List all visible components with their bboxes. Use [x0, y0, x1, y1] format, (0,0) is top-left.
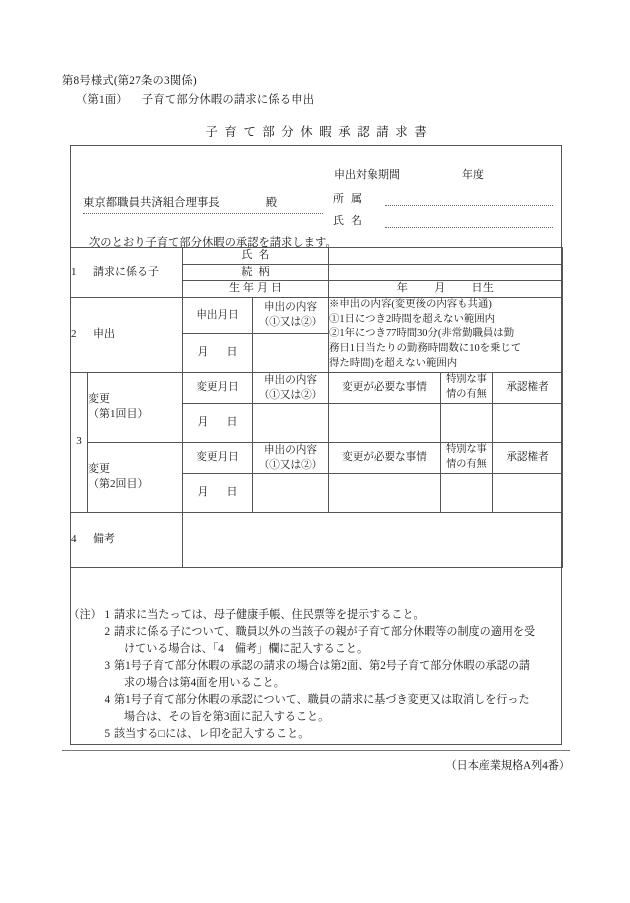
child-relation-input[interactable]	[329, 264, 563, 281]
section2-note-line-5: 得た時間)を超えない範囲内	[329, 357, 458, 369]
face-heading-line	[76, 91, 314, 107]
notes-title: （注）	[68, 609, 102, 621]
section2-col-date-header: 申出月日	[183, 297, 253, 333]
section3-block1-col-date-header: 変更月日	[183, 372, 253, 403]
section3-block2-reason-input[interactable]	[329, 473, 441, 512]
dob-month-unit: 月	[434, 282, 446, 295]
note-4-body	[114, 692, 570, 726]
section2-note-line-4: 務日1日当たりの勤務時間数に10を乗じて	[329, 343, 522, 355]
section1-number: 1	[71, 265, 77, 278]
note-2-line-2: けている場合は、「4 備考」欄に記入すること。	[124, 642, 369, 655]
section3-block2-content-input[interactable]	[253, 473, 329, 512]
child-name-label: 氏名	[183, 248, 329, 265]
section3-block1-label-line2: （第1回目）	[88, 408, 149, 421]
note-5-number: 5	[104, 727, 110, 740]
table-row	[71, 442, 563, 473]
section3-block1-col-content-line2: （①又は②）	[258, 389, 323, 401]
face-label: （第1面）	[76, 94, 128, 106]
section4-number: 4	[71, 532, 77, 545]
section2-note-cell	[329, 297, 563, 372]
section2-note-line-1: ※申出の内容(変更後の内容も共通)	[329, 298, 492, 310]
note-3-line-1: 第1号子育て部分休暇の承認の請求の場合は第2面、第2号子育て部分休暇の承認の請	[114, 659, 531, 672]
section3-block2-month-unit: 月	[197, 485, 209, 498]
main-form-table	[70, 247, 563, 568]
section3-block1-approver-input[interactable]	[493, 403, 563, 442]
section2-label: 申出	[93, 327, 115, 340]
lead-sentence: 次のとおり子育て部分休暇の承認を請求します。	[89, 237, 337, 249]
section3-block1-day-unit: 日	[226, 415, 238, 428]
document-title: 子育て部分休暇承認請求書	[205, 125, 434, 139]
section3-block2-label-line2: （第2回目）	[88, 478, 149, 491]
section2-day-unit: 日	[226, 345, 238, 358]
note-item	[70, 624, 570, 658]
section3-block1-label-line1: 変更	[88, 392, 110, 405]
section3-block1-col-special-header	[441, 372, 493, 403]
section3-block1-date-input[interactable]	[183, 403, 253, 442]
section3-block2-col-content-line2: （①又は②）	[258, 459, 323, 471]
section3-block1-col-content-line1: 申出の内容	[264, 374, 317, 386]
name-label: 氏名	[333, 215, 369, 227]
section3-block2-special-input[interactable]	[441, 473, 493, 512]
name-field[interactable]	[333, 212, 553, 228]
department-label: 所属	[333, 193, 369, 205]
footer-divider	[62, 750, 570, 751]
notes-title-marker	[64, 607, 110, 624]
note-5-body	[114, 726, 570, 743]
section3-block2-date-input[interactable]	[183, 473, 253, 512]
section3-block2-col-special-line2: 情の有無	[446, 458, 487, 470]
section3-block1-col-reason-header: 変更が必要な事情	[329, 372, 441, 403]
section2-col-content-header-line2: （①又は②）	[258, 317, 323, 329]
application-period-row	[334, 166, 484, 182]
note-item	[70, 726, 570, 743]
note-1-line-1: 請求に当たっては、母子健康手帳、住民票等を提示すること。	[114, 609, 425, 621]
addressee-field	[83, 194, 323, 214]
section3-block2-col-special-line1: 特別な事	[446, 444, 487, 456]
section3-block2-col-content-line1: 申出の内容	[264, 444, 317, 456]
section2-col-content-header-line1: 申出の内容	[264, 302, 317, 314]
section3-block1-content-input[interactable]	[253, 403, 329, 442]
note-4-number: 4	[104, 693, 110, 706]
section3-block1-month-unit: 月	[197, 415, 209, 428]
section2-note-line-2: ①1日につき2時間を超えない範囲内	[329, 313, 496, 325]
table-row	[71, 248, 563, 265]
section3-block1-col-content-header	[253, 372, 329, 403]
section3-block2-approver-input[interactable]	[493, 473, 563, 512]
section2-col-content-header	[253, 297, 329, 333]
note-3-number: 3	[104, 659, 110, 672]
section3-block1-label-cell	[88, 372, 183, 442]
section3-block1-col-special-line2: 情の有無	[446, 388, 487, 400]
note-4-line-1: 第1号子育て部分休暇の承認について、職員の請求に基づき変更又は取消しを行った	[114, 693, 530, 706]
note-1-number: 1	[104, 609, 110, 621]
table-row	[71, 297, 563, 333]
section2-date-input[interactable]	[183, 333, 253, 372]
section3-block2-col-special-header	[441, 442, 493, 473]
child-relation-label: 続柄	[183, 264, 329, 281]
section3-block1-special-input[interactable]	[441, 403, 493, 442]
section3-block2-label-line1: 変更	[88, 462, 110, 475]
section3-number-cell: 3	[71, 372, 88, 512]
dob-day-unit: 日生	[471, 282, 495, 295]
section4-remarks-input[interactable]	[183, 512, 563, 567]
child-dob-input[interactable]	[329, 281, 563, 298]
note-2-body	[114, 624, 570, 658]
section3-block2-col-reason-header: 変更が必要な事情	[329, 442, 441, 473]
section2-number: 2	[71, 327, 77, 340]
note-item	[70, 607, 570, 624]
addressee-name: 東京都職員共済組合理事長	[83, 197, 220, 209]
note-item	[70, 658, 570, 692]
section2-content-input[interactable]	[253, 333, 329, 372]
section2-month-unit: 月	[197, 345, 209, 358]
section4-label-cell	[71, 512, 183, 567]
note-3-line-2: 求の場合は第4面を用いること。	[124, 676, 285, 689]
note-4-line-2: 場合は、その旨を第3面に記入すること。	[124, 710, 330, 723]
section2-note-line-3: ②1年につき77時間30分(非常勤職員は勤	[329, 328, 515, 340]
application-period-year-unit: 年度	[462, 169, 484, 181]
application-period-label: 申出対象期間	[334, 169, 400, 181]
note-item	[70, 692, 570, 726]
section3-block1-col-special-line1: 特別な事	[446, 374, 487, 386]
note-1-body	[114, 607, 570, 624]
table-row	[71, 372, 563, 403]
section4-label: 備考	[93, 532, 115, 545]
section3-block2-col-date-header: 変更月日	[183, 442, 253, 473]
note-5-line-1: 該当する□には、レ印を記入すること。	[114, 727, 310, 740]
face-title: 子育て部分休暇の請求に係る申出	[141, 94, 315, 106]
form-code-line: 第8号様式(第27条の3関係)	[62, 75, 197, 87]
section1-label: 請求に係る子	[93, 265, 159, 278]
name-input[interactable]	[385, 214, 553, 228]
department-input[interactable]	[385, 192, 553, 206]
applicant-header-block	[71, 146, 561, 247]
section3-block2-label-cell	[88, 442, 183, 512]
section3-block2-col-approver-header: 承認権者	[493, 442, 563, 473]
section2-label-cell	[71, 297, 183, 372]
dob-year-unit: 年	[396, 282, 409, 295]
note-2-line-1: 請求に係る子について、職員以外の当該子の親が子育て部分休暇等の制度の適用を受	[114, 625, 536, 638]
note-2-number: 2	[104, 625, 110, 638]
section3-block2-day-unit: 日	[226, 485, 238, 498]
section3-block1-reason-input[interactable]	[329, 403, 441, 442]
note-3-body	[114, 658, 570, 692]
child-name-input[interactable]	[329, 248, 563, 265]
section1-label-cell	[71, 248, 183, 298]
notes-block	[70, 607, 570, 743]
paper-size-note: （日本産業規格A列4番）	[445, 760, 570, 772]
table-row	[71, 512, 563, 567]
section3-block2-col-content-header	[253, 442, 329, 473]
section3-block1-col-approver-header: 承認権者	[493, 372, 563, 403]
addressee-honorific: 殿	[265, 197, 278, 209]
department-field[interactable]	[333, 190, 553, 206]
child-dob-label: 生年月日	[183, 281, 329, 298]
